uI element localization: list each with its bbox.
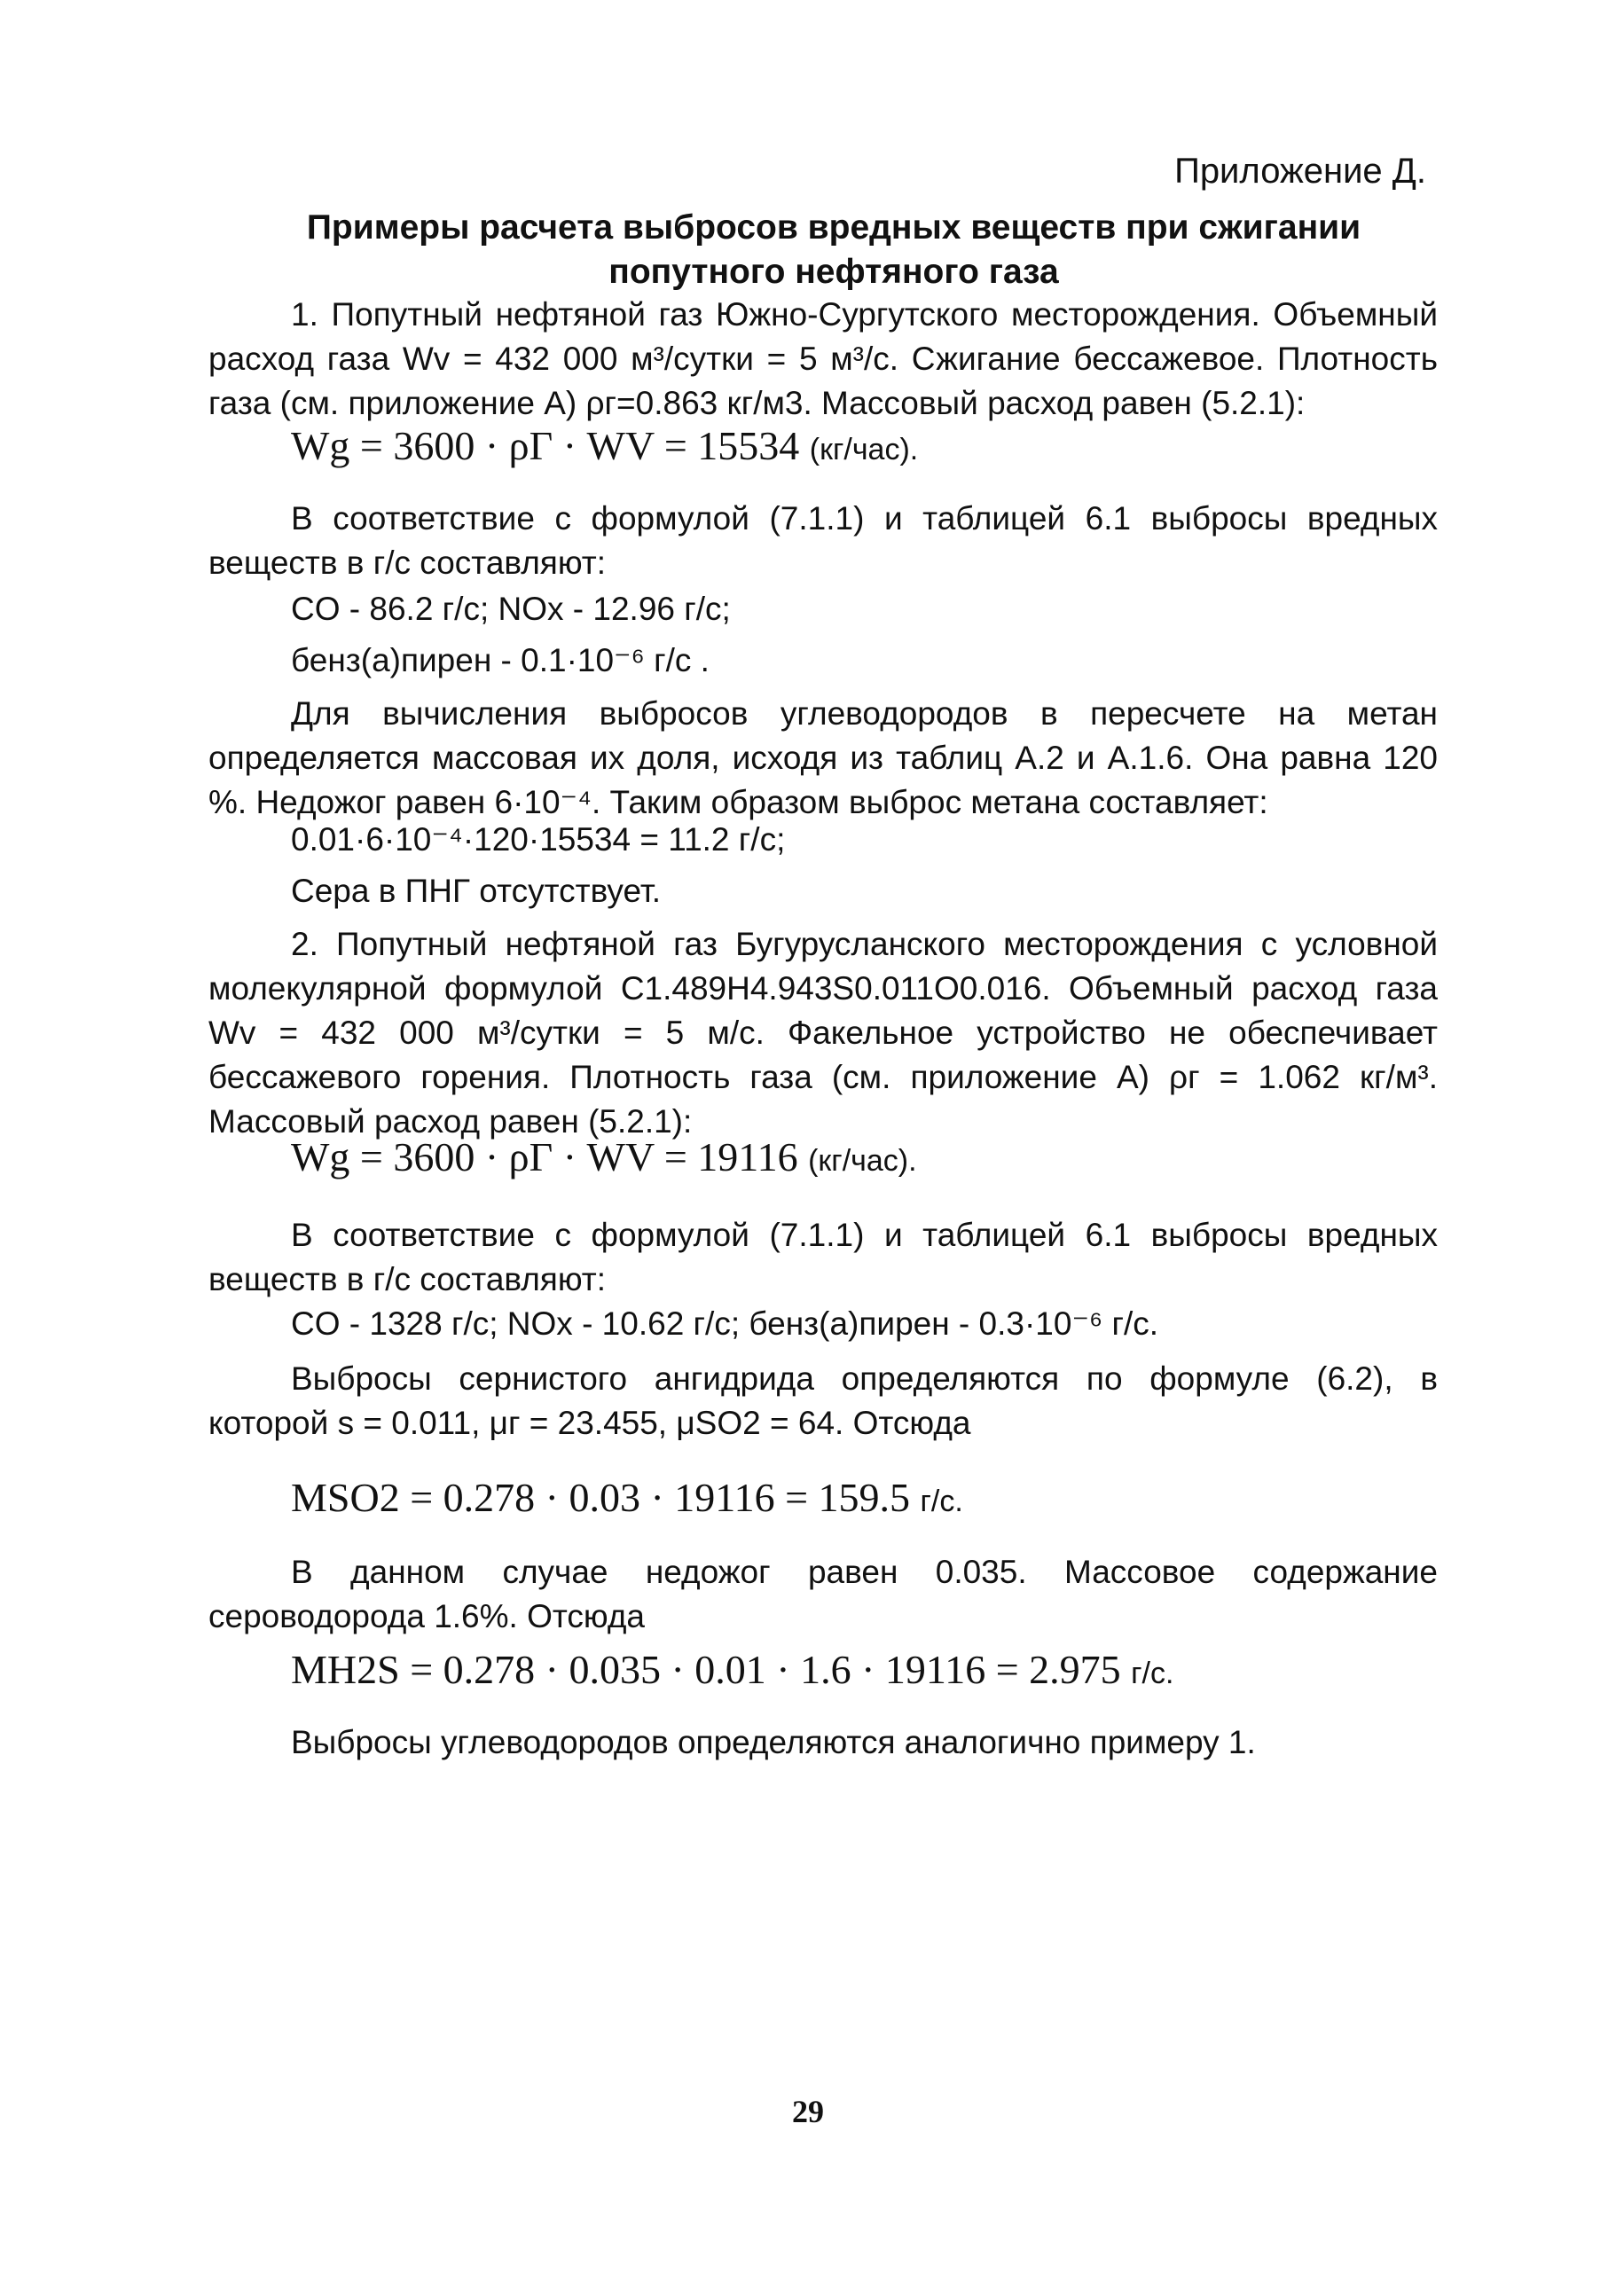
title-line-2: попутного нефтяного газа <box>608 253 1059 291</box>
example-1-correspondence: В соответствие с формулой (7.1.1) и таблицей 6.1 выбросы вредных веществ в г/с составляют: <box>208 500 1438 581</box>
example-1-intro: 1. Попутный нефтяной газ Южно-Сургутского месторождения. Объемный расход газа Wv = 432 000 м³/сутки = 5 м³/с. Сжигание бессажевое. Плотность газа (см. приложение А) ρг=0.863 кг/м3. Массовый расход равен (5.2.1): <box>208 296 1438 421</box>
example-2-h2s-text: В данном случае недожог равен 0.035. Массовое содержание сероводорода 1.6%. Отсюда <box>208 1554 1438 1634</box>
example-1-benzapyrene: бенз(а)пирен - 0.1·10⁻⁶ г/с . <box>291 642 710 678</box>
example-2-values: CO - 1328 г/с; NOx - 10.62 г/с; бенз(а)пирен - 0.3·10⁻⁶ г/с. <box>291 1305 1159 1342</box>
example-2-hydrocarbons: Выбросы углеводородов определяются аналогично примеру 1. <box>291 1724 1256 1760</box>
example-1-methane: 0.01·6·10⁻⁴·120·15534 = 11.2 г/с; <box>291 821 786 858</box>
appendix-label: Приложение Д. <box>1174 152 1426 191</box>
example-2-so2-text: Выбросы сернистого ангидрида определяются по формуле (6.2), в которой s = 0.011, μг = 23.455, μSO2 = 64. Отсюда <box>208 1360 1438 1441</box>
example-1-mass-flow-formula: Wg = 3600 · ρГ · WV = 15534 (кг/час). <box>291 423 919 468</box>
page-number: 29 <box>792 2094 824 2129</box>
example-2-so2-formula: MSO2 = 0.278 · 0.03 · 19116 = 159.5 г/с. <box>291 1475 963 1520</box>
example-1-co-nox: CO - 86.2 г/с; NOx - 12.96 г/с; <box>291 591 731 627</box>
example-2-intro: 2. Попутный нефтяной газ Бугурусланского месторождения с условной молекулярной формулой C1.489H4.943S0.011O0.016. Объемный расход газа Wv = 432 000 м³/сутки = 5 м/с. Факельное устройство не обеспечивает бессажевого горения. Плотность газа (см. приложение А) ρг = 1.062 кг/м³. Массовый расход равен (5.2.1): <box>208 926 1438 1140</box>
example-1-hydrocarbons: Для вычисления выбросов углеводородов в пересчете на метан определяется массовая их доля, исходя из таблиц А.2 и А.1.6. Она равна 120 %. Недожог равен 6·10⁻⁴. Таким образом выброс метана составляет: <box>208 695 1438 820</box>
document-title <box>213 206 1455 294</box>
example-2-mass-flow-formula: Wg = 3600 · ρГ · WV = 19116 (кг/час). <box>291 1134 917 1179</box>
title-line-1: Примеры расчета выбросов вредных веществ при сжигании <box>306 208 1361 247</box>
example-1-sulfur: Сера в ПНГ отсутствует. <box>291 873 661 909</box>
example-2-h2s-formula: MH2S = 0.278 · 0.035 · 0.01 · 1.6 · 19116 = 2.975 г/с. <box>291 1647 1174 1692</box>
example-2-correspondence: В соответствие с формулой (7.1.1) и таблицей 6.1 выбросы вредных веществ в г/с составляют: <box>208 1217 1438 1297</box>
